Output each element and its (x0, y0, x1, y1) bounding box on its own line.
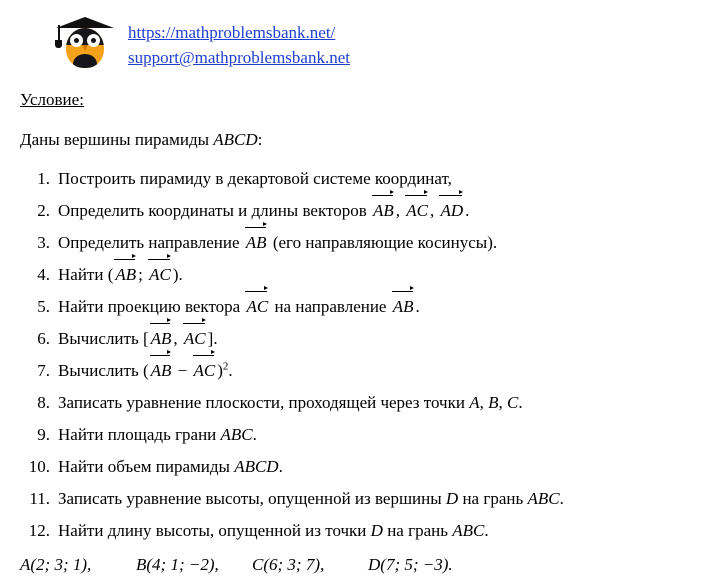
text-run: − (173, 361, 192, 381)
text-run: Построить пирамиду в декартовой системе координат, (58, 169, 452, 188)
task-number: 3. (37, 232, 50, 252)
header-links (128, 14, 350, 70)
task-item (18, 424, 697, 447)
text-run: . (228, 361, 233, 381)
vector-ad: AD (439, 200, 464, 223)
task-text (58, 361, 233, 380)
section-title: Условие: (20, 90, 84, 109)
task-text (58, 393, 523, 412)
text-run: . (278, 457, 283, 477)
task-text (58, 297, 420, 316)
text-run: , (498, 393, 507, 413)
text-run: Записать уравнение высоты, опущенной из вершины (58, 489, 446, 509)
text-run: . (484, 520, 489, 540)
task-item (18, 264, 697, 287)
vector-ac: AC (245, 296, 269, 319)
task-number: 1. (37, 169, 50, 188)
text-run: , (173, 328, 182, 348)
intro-prefix: Даны вершины пирамиды (20, 130, 214, 149)
text-run: на направление (270, 296, 391, 316)
task-number: 10. (28, 457, 50, 477)
text-run: . (465, 200, 470, 220)
task-item (18, 488, 697, 511)
intro-figure: ABCD (213, 130, 258, 149)
vector-ac: AC (405, 200, 429, 223)
task-list (18, 168, 697, 543)
text-run: ) (217, 361, 223, 381)
vertex-coordinate: D(7; 5; −3). (368, 554, 453, 574)
text-run: на грань (458, 489, 528, 509)
vertex-coordinate: A(2; 3; 1), (20, 554, 92, 574)
vertex-coordinate: B(4; 1; −2), (136, 554, 219, 574)
document-header (54, 14, 697, 72)
text-run: Определить координаты и длины векторов (58, 200, 371, 220)
text-run: ). (172, 264, 183, 284)
text-run: (его направляющие косинусы). (268, 232, 498, 252)
text-run: Найти объем пирамиды (58, 457, 235, 477)
task-item (18, 392, 697, 415)
task-text (58, 489, 564, 508)
task-number: 5. (37, 296, 50, 316)
text-run: Записать уравнение плоскости, проходящей через точки (58, 393, 470, 413)
vertex-coordinate: C(6; 3; 7), (252, 554, 325, 574)
task-item (18, 200, 697, 223)
task-text (58, 457, 283, 476)
vector-ac: AC (148, 264, 172, 287)
task-item (18, 296, 697, 319)
website-link[interactable]: https://mathproblemsbank.net/ (128, 23, 336, 42)
task-item (18, 520, 697, 543)
text-run: на грань (382, 520, 453, 540)
text-run: . (559, 489, 564, 509)
text-run: . (518, 393, 523, 413)
italic-symbol: D (370, 520, 383, 540)
text-run: Найти площадь грани (58, 425, 221, 445)
italic-symbol: ABC (452, 520, 485, 540)
intro-line (20, 130, 697, 150)
vector-ab: AB (114, 264, 137, 287)
text-run: , (395, 200, 405, 220)
text-run: Определить направление (58, 232, 244, 252)
vector-ab: AB (245, 232, 268, 255)
text-run: Вычислить [ (58, 328, 149, 348)
text-run: Найти проекцию вектора (58, 296, 245, 316)
italic-symbol: B (488, 393, 499, 413)
exponent: 2 (222, 360, 229, 373)
task-number: 2. (37, 200, 50, 220)
task-text (58, 265, 183, 284)
task-item (18, 168, 697, 191)
task-number: 8. (37, 393, 50, 413)
task-text (58, 425, 257, 444)
vector-ab: AB (150, 328, 173, 351)
italic-symbol: D (445, 489, 459, 509)
vector-ab: AB (150, 360, 173, 383)
italic-symbol: A (469, 393, 480, 413)
text-run: . (252, 425, 257, 445)
task-number: 6. (37, 328, 50, 348)
text-run: ; (138, 264, 148, 284)
intro-suffix: : (257, 130, 263, 149)
text-run: , (479, 393, 489, 413)
task-item (18, 360, 697, 384)
task-text (58, 201, 469, 220)
vector-ac: AC (183, 328, 207, 351)
support-email-link[interactable]: support@mathproblemsbank.net (128, 47, 350, 67)
task-number: 4. (37, 264, 50, 284)
task-number: 9. (37, 425, 50, 445)
vector-ac: AC (193, 360, 217, 383)
text-run: . (415, 296, 420, 316)
task-text (58, 233, 497, 252)
text-run: Найти ( (58, 264, 114, 284)
task-item (18, 456, 697, 479)
italic-symbol: ABC (220, 425, 253, 445)
owl-icon (66, 28, 104, 68)
task-item (18, 232, 697, 255)
text-run: Вычислить ( (58, 361, 149, 381)
task-text (58, 169, 452, 188)
italic-symbol: ABCD (234, 457, 279, 477)
task-number: 11. (29, 489, 50, 509)
text-run: Найти длину высоты, опущенной из точки (58, 520, 371, 540)
vector-ab: AB (372, 200, 395, 223)
italic-symbol: C (506, 393, 519, 413)
task-number: 12. (28, 520, 50, 540)
text-run: , (429, 200, 439, 220)
owl-graduation-cap-logo (54, 14, 116, 72)
text-run: ]. (207, 328, 218, 348)
task-text (58, 521, 489, 540)
italic-symbol: ABC (527, 489, 560, 509)
task-number: 7. (37, 360, 50, 380)
vector-ab: AB (392, 296, 415, 319)
points-row (20, 555, 697, 575)
task-item (18, 328, 697, 351)
task-text (58, 329, 218, 348)
